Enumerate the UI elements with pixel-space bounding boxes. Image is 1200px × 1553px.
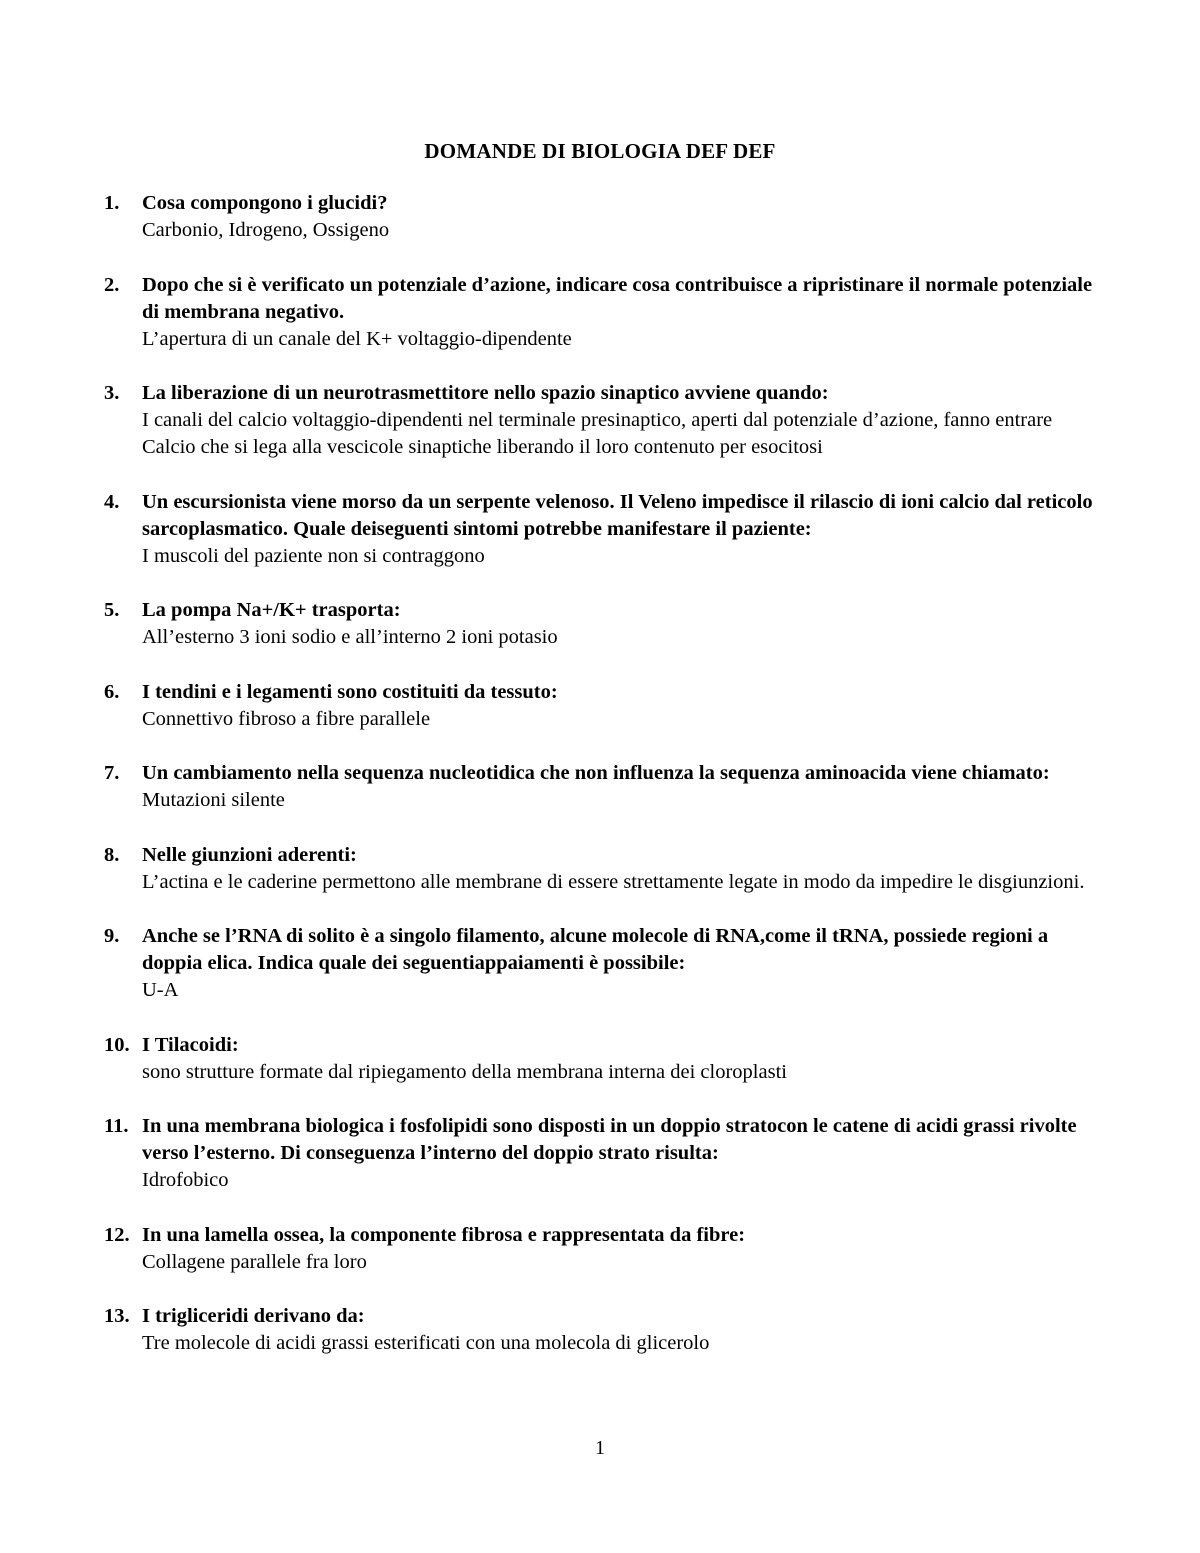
question-text: I Tilacoidi: bbox=[142, 1033, 239, 1056]
answer-text: Connettivo fibroso a fibre parallele bbox=[142, 707, 431, 730]
answer-text: L’actina e le caderine permettono alle membrane di essere strettamente legate in modo da impedire le disgiunzioni. bbox=[142, 870, 1085, 893]
question-text: Un cambiamento nella sequenza nucleotidica che non influenza la sequenza aminoacida viene chiamato: bbox=[142, 762, 1050, 784]
answer-text: Idrofobico bbox=[142, 1169, 229, 1191]
question-text: In una lamella ossea, la componente fibrosa e rappresentata da fibre: bbox=[142, 1223, 746, 1246]
question-item-11 bbox=[104, 1113, 1094, 1194]
question-item-5 bbox=[104, 597, 1094, 651]
question-text: Un escursionista viene morso da un serpente velenoso. Il Veleno impedisce il rilascio di ioni calcio dal reticolo sarcoplasmatico. Quale deiseguenti sintomi potrebbe manifestare il paziente: bbox=[142, 490, 1093, 540]
answer-text: sono strutture formate dal ripiegamento della membrana interna dei cloroplasti bbox=[142, 1060, 787, 1083]
answer-text: Mutazioni silente bbox=[142, 789, 285, 811]
answer-text: Carbonio, Idrogeno, Ossigeno bbox=[142, 219, 390, 241]
question-item-13 bbox=[104, 1303, 1094, 1357]
question-number: 1. bbox=[104, 192, 120, 214]
question-text: In una membrana biologica i fosfolipidi sono disposti in un doppio stratocon le catene di acidi grassi rivolte verso l’esterno. Di conseguenza l’interno del doppio strato risulta: bbox=[142, 1115, 1077, 1164]
question-item-4 bbox=[104, 489, 1094, 570]
question-number: 7. bbox=[104, 762, 120, 784]
question-text: Dopo che si è verificato un potenziale d’azione, indicare cosa contribuisce a ripristinare il normale potenziale di membrana negativo. bbox=[142, 273, 1093, 323]
question-text: La liberazione di un neurotrasmettitore nello spazio sinaptico avviene quando: bbox=[142, 382, 829, 404]
question-item-12 bbox=[104, 1222, 1094, 1276]
question-text: Anche se l’RNA di solito è a singolo filamento, alcune molecole di RNA,come il tRNA, possiede regioni a doppia elica. Indica quale dei seguentiappaiamenti è possibile: bbox=[142, 925, 1049, 974]
question-number: 2. bbox=[104, 273, 120, 296]
answer-text: U-A bbox=[142, 979, 179, 1001]
question-item-10 bbox=[104, 1032, 1094, 1086]
answer-text: Tre molecole di acidi grassi esterificati con una molecola di glicerolo bbox=[142, 1332, 710, 1354]
question-number: 9. bbox=[104, 925, 120, 947]
answer-text: Collagene parallele fra loro bbox=[142, 1250, 367, 1273]
question-item-8 bbox=[104, 842, 1094, 896]
question-number: 5. bbox=[104, 599, 120, 621]
answer-text: I canali del calcio voltaggio-dipendenti nel terminale presinaptico, aperti dal potenziale d’azione, fanno entrare Calcio che si lega alla vescicole sinaptiche liberando il loro contenuto per esocitosi bbox=[142, 409, 1053, 458]
question-list bbox=[104, 190, 1094, 1357]
question-text: I tendini e i legamenti sono costituiti da tessuto: bbox=[142, 680, 558, 703]
question-number: 4. bbox=[104, 490, 120, 513]
question-number: 10. bbox=[104, 1033, 130, 1056]
answer-text: All’esterno 3 ioni sodio e all’interno 2 ioni potasio bbox=[142, 626, 558, 648]
question-item-7 bbox=[104, 760, 1094, 814]
answer-text: I muscoli del paziente non si contraggono bbox=[142, 544, 485, 567]
question-text: La pompa Na+/K+ trasporta: bbox=[142, 599, 401, 621]
question-text: Nelle giunzioni aderenti: bbox=[142, 843, 357, 866]
question-text: Cosa compongono i glucidi? bbox=[142, 192, 388, 214]
question-number: 8. bbox=[104, 843, 120, 866]
question-item-2 bbox=[104, 272, 1094, 353]
question-item-9 bbox=[104, 923, 1094, 1004]
question-item-1 bbox=[104, 190, 1094, 244]
question-number: 6. bbox=[104, 680, 120, 703]
question-text: I trigliceridi derivano da: bbox=[142, 1305, 365, 1327]
question-item-3 bbox=[104, 380, 1094, 461]
document-title: DOMANDE DI BIOLOGIA DEF DEF bbox=[424, 139, 776, 163]
question-number: 13. bbox=[104, 1305, 130, 1327]
page-number: 1 bbox=[595, 1437, 605, 1459]
question-item-6 bbox=[104, 679, 1094, 733]
question-number: 12. bbox=[104, 1223, 130, 1246]
question-number: 3. bbox=[104, 382, 120, 404]
answer-text: L’apertura di un canale del K+ voltaggio-dipendente bbox=[142, 327, 572, 350]
question-number: 11. bbox=[104, 1115, 129, 1137]
